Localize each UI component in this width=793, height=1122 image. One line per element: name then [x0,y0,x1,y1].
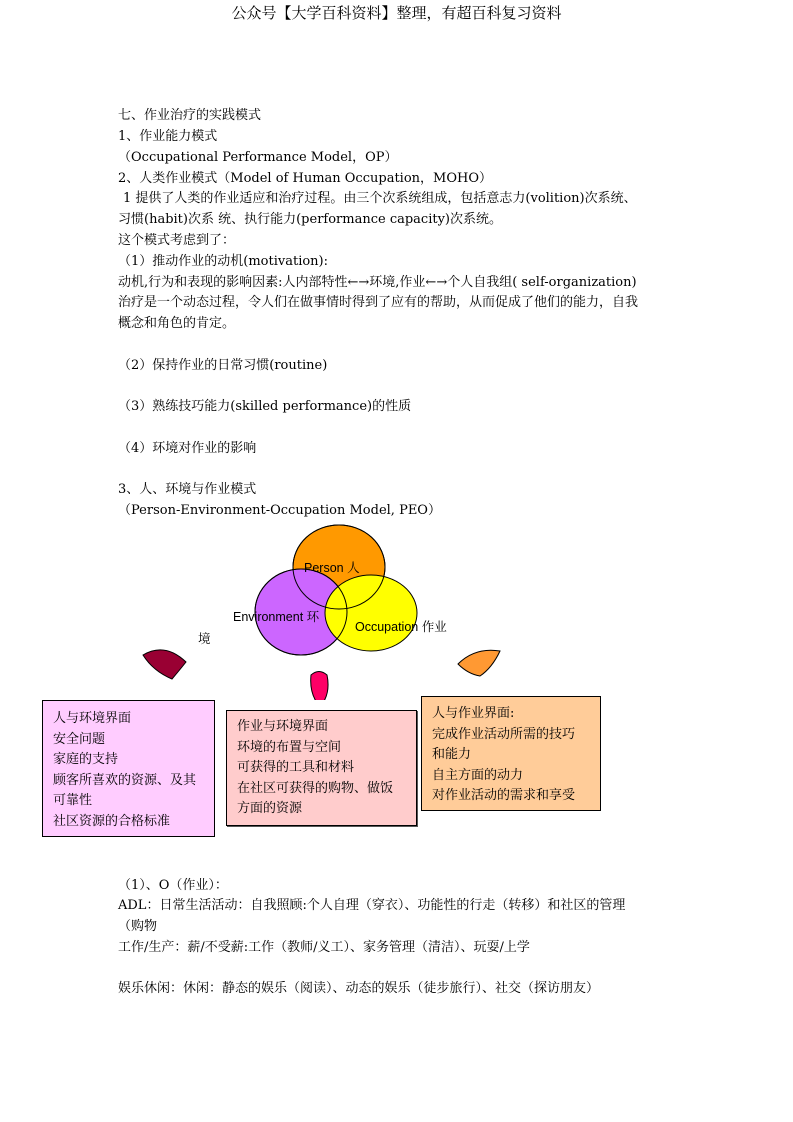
model-3-title: 3、人、环境与作业模式 [118,482,257,497]
leisure-line: 娱乐休闲：休闲：静态的娱乐（阅读）、动态的娱乐（徒步旅行）、社交（探访朋友） [118,981,600,996]
model-1-title: 1、作业能力模式 [118,129,218,144]
moho-description-line-1: 1 提供了人类的作业适应和治疗过程。由三个次系统组成，包括意志力(volition)次系统、 [123,191,637,206]
box-line: 可获得的工具和材料 [237,760,355,775]
box-line: 对作业活动的需求和享受 [432,788,576,803]
box-line: 和能力 [432,747,472,762]
motivation-factors: 动机,行为和表现的影响因素:人内部特性←→环境,作业←→个人自我组( self-organization) [118,275,637,290]
person-environment-interface-box [42,700,215,837]
consideration-4: （4）环境对作业的影响 [118,441,257,456]
model-1-english: （Occupational Performance Model，OP） [118,150,398,165]
model-2-title: 2、人类作业模式（Model of Human Occupation，MOHO） [118,171,492,186]
box-line: 可靠性 [53,793,93,808]
box-line: 社区资源的合格标准 [53,813,171,829]
occupation-environment-interface-box [226,710,417,826]
moho-description-line-2: 习惯(habit)次系 统、执行能力(performance capacity)次系统。 [118,212,502,227]
box-line: 安全问题 [53,731,106,747]
box-line: 人与作业界面: [432,706,515,721]
box-line: 作业与环境界面 [237,719,329,734]
left-petal-shape [143,650,186,679]
box-line: 环境的布置与空间 [237,739,342,755]
occupation-circle [325,575,417,651]
box-line: 完成作业活动所需的技巧 [432,726,576,742]
moho-considerations-intro: 这个模式考虑到了： [118,233,236,248]
work-production-line: 工作/生产：薪/不受薪:工作（教师/义工）、家务管理（清洁）、玩耍/上学 [118,940,530,955]
occupation-label: Occupation 作业 [355,620,447,634]
box-line: 在社区可获得的购物、做饭 [237,780,394,796]
page-header: 公众号【大学百科资料】整理，有超百科复习资料 [231,4,562,22]
adl-line-continued: （购物 [118,919,158,934]
box-line: 方面的资源 [237,801,303,816]
person-occupation-interface-box [421,696,601,811]
consideration-3: （3）熟练技巧能力(skilled performance)的性质 [118,399,412,414]
box-line: 自主方面的动力 [432,767,524,783]
adl-line: ADL：日常生活活动：自我照顾:个人自理（穿衣）、功能性的行走（转移）和社区的管理 [118,898,626,913]
right-petal-shape [458,650,500,676]
consideration-2: （2）保持作业的日常习惯(routine) [118,358,328,373]
occupation-section-heading: （1）、O（作业）： [118,878,228,893]
environment-label-suffix: 境 [198,631,211,646]
box-line: 顾客所喜欢的资源、及其 [53,772,197,788]
box-line: 家庭的支持 [53,752,119,767]
environment-label: Environment 环 [233,610,320,624]
consideration-1: （1）推动作业的动机(motivation): [118,254,329,269]
therapy-process-line-1: 治疗是一个动态过程，令人们在做事情时得到了应有的帮助，从而促成了他们的能力，自我 [118,295,639,310]
section-heading-practice-models: 七、作业治疗的实践模式 [118,108,262,123]
middle-petal-shape [311,672,328,701]
therapy-process-line-2: 概念和角色的肯定。 [118,316,236,331]
person-label: Person 人 [304,561,360,575]
model-3-english: （Person-Environment-Occupation Model, PEO） [118,503,441,518]
box-line: 人与环境界面 [53,711,132,726]
